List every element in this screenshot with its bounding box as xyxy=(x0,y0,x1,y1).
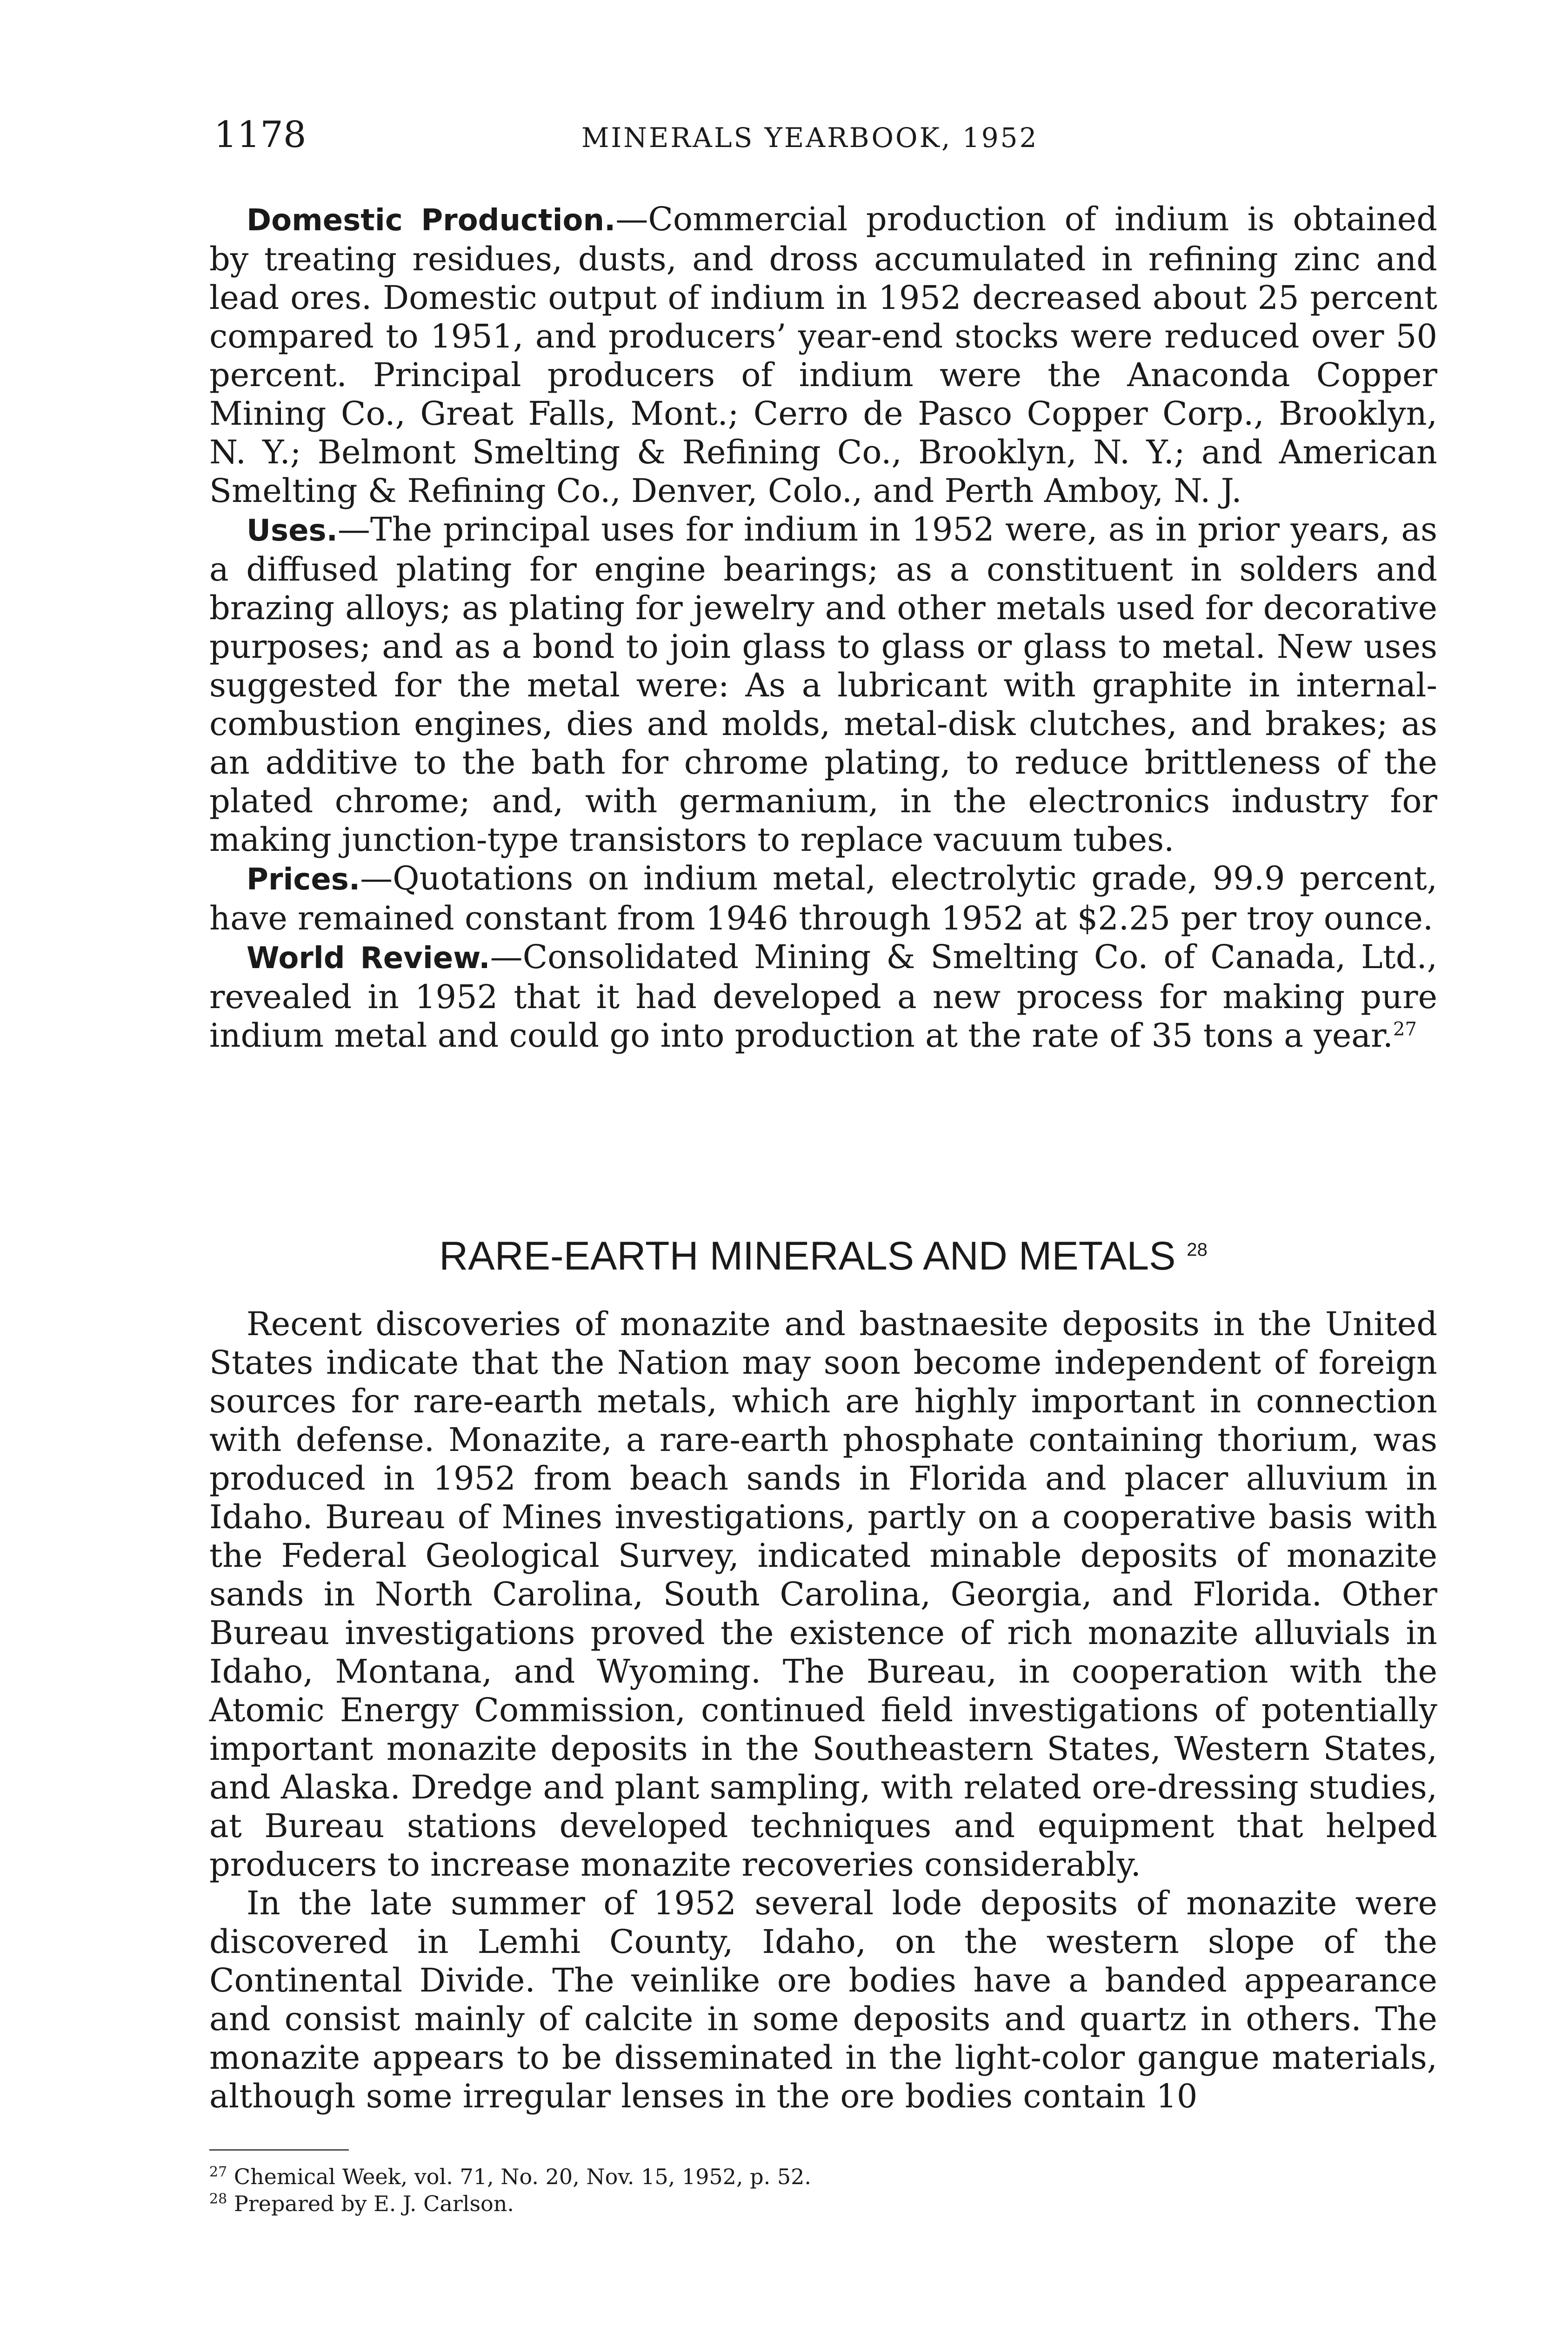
running-title: MINERALS YEARBOOK, 1952 xyxy=(581,122,1039,154)
paragraph-recent-discoveries: Recent discoveries of monazite and bastnaesite deposits in the United States indicate that the Nation may soon become independent of foreign sources for rare-earth metals, which are highly important in connection with defense. Monazite, a rare-earth phosphate containing thorium, was produced in 1952 from beach sands in Florida and placer alluvium in Idaho. Bureau of Mines investigations, partly on a cooperative basis with the Federal Geological Survey, indicated minable deposits of monazite sands in North Carolina, South Carolina, Georgia, and Florida. Other Bureau investigations proved the existence of rich monazite alluvials in Idaho, Montana, and Wyoming. The Bureau, in cooperation with the Atomic Energy Commission, continued field investigations of potentially important monazite deposits in the Southeastern States, Western States, and Alaska. Dredge and plant sampling, with related ore-dressing studies, at Bureau stations developed techniques and equipment that helped producers to increase monazite recoveries considerably. xyxy=(209,1305,1437,1884)
footnote-reference: 28 xyxy=(1187,1239,1208,1260)
run-in-heading: World Review. xyxy=(247,941,490,976)
footnote-marker: 27 xyxy=(209,2164,227,2180)
paragraph-uses xyxy=(209,510,1437,859)
paragraph-text: —Consolidated Mining & Smelting Co. of Canada, Ltd., revealed in 1952 that it had developed a new process for making pure indium metal and could go into production at the rate of 35 tons a year. xyxy=(209,938,1438,1055)
run-in-heading: Prices. xyxy=(247,862,360,897)
footnote-text: Chemical Week, vol. 71, No. 20, Nov. 15, 1952, p. 52. xyxy=(234,2164,812,2189)
indium-section xyxy=(209,200,1437,1055)
footnote-27 xyxy=(209,2163,1437,2190)
paragraph-prices xyxy=(209,859,1437,938)
page-number: 1178 xyxy=(214,114,307,156)
footnotes xyxy=(209,2163,1437,2217)
footnote-reference: 27 xyxy=(1393,1018,1417,1040)
paragraph-lode-deposits: In the late summer of 1952 several lode deposits of monazite were discovered in Lemhi County, Idaho, on the western slope of the Continental Divide. The veinlike ore bodies have a banded appearance and consist mainly of calcite in some deposits and quartz in others. The monazite appears to be disseminated in the light-color gangue materials, although some irregular lenses in the ore bodies contain 10 xyxy=(209,1884,1437,2115)
paragraph-text: —The principal uses for indium in 1952 were, as in prior years, as a diffused plating for engine bearings; as a constituent in solders and brazing alloys; as plating for jewelry and other metals used for decorative purposes; and as a bond to join glass to glass or glass to metal. New uses suggested for the metal were: As a lubricant with graphite in internal-combustion engines, dies and molds, metal-disk clutches, and brakes; as an additive to the bath for chrome plating, to reduce brittleness of the plated chrome; and, with germanium, in the electronics industry for making junction-type transistors to replace vacuum tubes. xyxy=(209,510,1437,859)
paragraph-text: —Quotations on indium metal, electrolytic grade, 99.9 percent, have remained constant from 1946 through 1952 at $2.25 per troy ounce. xyxy=(209,859,1437,937)
run-in-heading: Domestic Production. xyxy=(247,203,616,238)
footnote-text: Prepared by E. J. Carlson. xyxy=(234,2191,514,2216)
footnote-28 xyxy=(209,2190,1437,2217)
paragraph-text: —Commercial production of indium is obtained by treating residues, dusts, and dross accumulated in refining zinc and lead ores. Domestic output of indium in 1952 decreased about 25 percent compared to 1951, and producers’ year-end stocks were reduced over 50 percent. Principal producers of indium were the Anaconda Copper Mining Co., Great Falls, Mont.; Cerro de Pasco Copper Corp., Brooklyn, N. Y.; Belmont Smelting & Refining Co., Brooklyn, N. Y.; and American Smelting & Refining Co., Denver, Colo., and Perth Amboy, N. J. xyxy=(209,200,1437,510)
paragraph-world-review xyxy=(209,938,1437,1055)
section-heading xyxy=(209,1230,1437,1282)
rare-earth-section xyxy=(209,1305,1437,2116)
footnote-divider xyxy=(209,2149,349,2151)
footnote-marker: 28 xyxy=(209,2191,227,2207)
run-in-heading: Uses. xyxy=(247,514,338,548)
section-heading-text: RARE-EARTH MINERALS AND METALS xyxy=(439,1234,1176,1278)
running-head xyxy=(214,107,1098,163)
paragraph-domestic-production xyxy=(209,200,1437,510)
